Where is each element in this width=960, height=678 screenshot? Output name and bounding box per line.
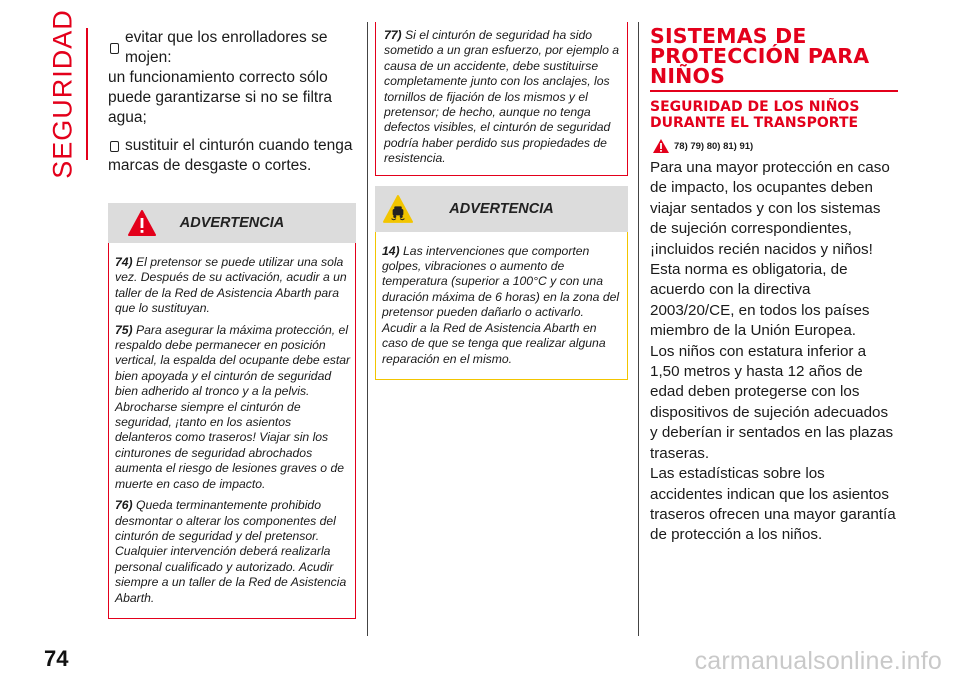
checkbox-bullet-icon	[110, 141, 119, 152]
heading-rule	[650, 90, 898, 92]
warning-title: ADVERTENCIA	[179, 215, 285, 231]
warning-header	[375, 186, 628, 232]
body-paragraph: un funcionamiento correcto sólo puede garantizarse si no se filtra agua;	[108, 69, 333, 126]
warning-note	[115, 255, 351, 317]
note-text: El pretensor se puede utilizar una sola vez. Después de su activación, acudir a un taller de la Red de Asistencia Abarth para que lo sustituyan.	[115, 255, 347, 316]
column-3	[650, 26, 898, 546]
warning-block	[108, 203, 356, 619]
column-divider	[638, 22, 639, 636]
note-text: Las intervenciones que comporten golpes, vibraciones o aumento de temperatura (superior a 100°C y con una duración máxima de 6 horas) en la zona del pretensor pueden dañarlo o activarlo. Acudir a la Red de Asistencia Abarth en caso de que se tenga que realizar alguna reparación en el mismo.	[382, 243, 620, 366]
note-text: Queda terminantemente prohibido desmontar o alterar los componentes del cinturón de seguridad y del pretensor. Cualquier intervención deberá realizarla personal cualificado y autorizado. Acudir siempre a un taller de la Red de Asistencia Abarth.	[115, 498, 347, 605]
note-number: 14)	[382, 243, 400, 258]
section-tab-label: SEGURIDAD	[47, 9, 78, 179]
note-number: 74)	[115, 255, 133, 269]
body-paragraph: Las estadísticas sobre los accidentes indican que los asientos traseros ofrecen una mayor garantía de protección a los niños.	[650, 465, 896, 544]
subsection-heading: SEGURIDAD DE LOS NIÑOS DURANTE EL TRANSPORTE	[650, 99, 860, 131]
warning-block	[375, 186, 628, 380]
warning-title: ADVERTENCIA	[449, 200, 554, 217]
column-1	[108, 28, 356, 619]
section-tab	[40, 9, 88, 179]
warning-triangle-icon	[652, 138, 670, 154]
warning-note	[115, 323, 351, 492]
body-paragraph: Esta norma es obligatoria, de acuerdo con la directiva 2003/20/CE, en todos los países miembro de la Unión Europea.	[650, 261, 870, 340]
note-text: Para asegurar la máxima protección, el respaldo debe permanecer en posición vertical, la espalda del ocupante debe estar bien apoyada y el cinturón de seguridad bien adherido al tronco y a la pelvis. Abrocharse siempre el cinturón de seguridad, ¡tanto en los asientos delanteros como traseros! Viajar sin los cinturones de seguridad abrochados aumenta el riesgo de lesiones graves o de muerte en caso de impacto.	[115, 322, 351, 491]
section-heading: SISTEMAS DE PROTECCIÓN PARA NIÑOS	[650, 24, 870, 88]
body-paragraph: marcas de desgaste o cortes.	[108, 157, 312, 174]
watermark: carmanualsonline.info	[694, 647, 942, 675]
bullet-text: sustituir el cinturón cuando tenga	[125, 137, 353, 154]
note-number: 76)	[115, 498, 133, 513]
bullet-item	[108, 28, 356, 68]
note-number: 77)	[384, 28, 402, 42]
reference-numbers: 78) 79) 80) 81) 91)	[674, 140, 754, 152]
reference-line	[652, 138, 898, 154]
note-text: Si el cinturón de seguridad ha sido sometido a un gran esfuerzo, por ejemplo a causa de un accidente, debe sustituirse completamente junto con los anclajes, los tornillos de fijación de los mismos y el pretensor; de hecho, aunque no tenga defectos visibles, el cinturón de seguridad podría haber perdido sus propiedades de resistencia.	[384, 28, 620, 166]
column-divider	[367, 22, 368, 636]
warning-note	[382, 244, 621, 367]
warning-body	[108, 243, 356, 619]
warning-note	[384, 28, 621, 167]
body-paragraph: Para una mayor protección en caso de impacto, los ocupantes deben viajar sentados y con los sistemas de sujeción correspondientes, ¡incluidos recién nacidos y niños!	[650, 159, 890, 258]
body-paragraph: Los niños con estatura inferior a 1,50 metros y hasta 12 años de edad deben protegerse con los dispositivos de sujeción adecuados y deberían ir sentados en las plazas traseras.	[650, 342, 894, 462]
warning-note	[115, 498, 351, 606]
checkbox-bullet-icon	[110, 43, 119, 54]
bullet-text: evitar que los enrolladores se mojen:	[125, 29, 328, 66]
warning-body	[375, 232, 628, 380]
page-number: 74	[44, 646, 69, 671]
note-number: 75)	[115, 322, 133, 337]
bullet-item	[108, 136, 356, 156]
column-2	[375, 22, 628, 380]
warning-header	[108, 203, 356, 243]
warning-continuation	[375, 22, 628, 176]
